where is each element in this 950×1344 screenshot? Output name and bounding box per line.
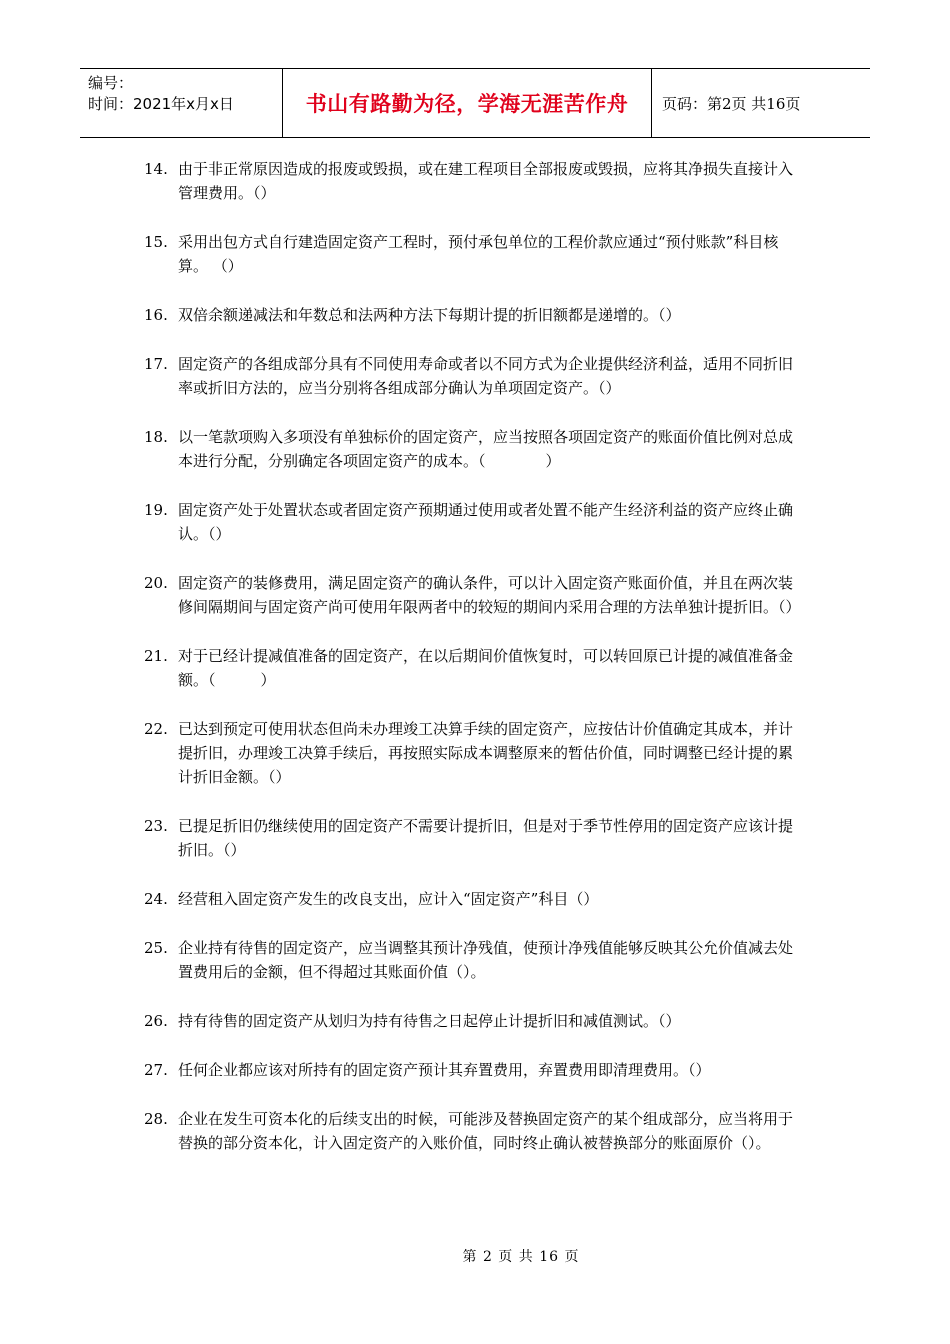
question-item <box>0 303 950 327</box>
question-text: 企业持有待售的固定资产，应当调整其预计净残值，使预计净残值能够反映其公允价值减去处置费用后的金额，但不得超过其账面价值（）。 <box>178 939 794 981</box>
question-text: 双倍余额递减法和年数总和法两种方法下每期计提的折旧额都是递增的。（） <box>178 306 681 324</box>
question-number: 26. <box>144 1012 168 1030</box>
question-list <box>0 157 950 1180</box>
question-item <box>0 571 950 619</box>
question-text: 固定资产处于处置状态或者固定资产预期通过使用或者处置不能产生经济利益的资产应终止确认。（） <box>178 501 794 543</box>
question-number: 19. <box>144 501 168 519</box>
question-item <box>0 425 950 473</box>
question-text: 任何企业都应该对所持有的固定资产预计其弃置费用，弃置费用即清理费用。（） <box>178 1061 711 1079</box>
question-number: 21. <box>144 647 168 665</box>
question-text: 持有待售的固定资产从划归为持有待售之日起停止计提折旧和减值测试。（） <box>178 1012 681 1030</box>
question-item <box>0 352 950 400</box>
question-item <box>0 936 950 984</box>
question-number: 25. <box>144 939 168 957</box>
page-header <box>80 68 870 138</box>
document-number-label: 编号： <box>88 74 134 92</box>
question-number: 14. <box>144 160 168 178</box>
question-text: 企业在发生可资本化的后续支出的时候，可能涉及替换固定资产的某个组成部分，应当将用于替换的部分资本化，计入固定资产的入账价值，同时终止确认被替换部分的账面原价（）。 <box>178 1110 794 1152</box>
question-text: 以一笔款项购入多项没有单独标价的固定资产，应当按照各项固定资产的账面价值比例对总成本进行分配，分别确定各项固定资产的成本。（ ） <box>178 428 794 470</box>
question-item <box>0 887 950 911</box>
question-number: 23. <box>144 817 168 835</box>
question-item <box>0 1107 950 1155</box>
page-footer: 第 2 页 共 16 页 <box>462 1249 580 1265</box>
question-item <box>0 498 950 546</box>
question-number: 28. <box>144 1110 168 1128</box>
question-item <box>0 717 950 789</box>
question-text: 采用出包方式自行建造固定资产工程时，预付承包单位的工程价款应通过“预付账款”科目核算。 （） <box>178 233 779 275</box>
question-text: 已提足折旧仍继续使用的固定资产不需要计提折旧，但是对于季节性停用的固定资产应该计提折旧。（） <box>178 817 794 859</box>
question-number: 16. <box>144 306 168 324</box>
question-number: 17. <box>144 355 168 373</box>
question-text: 由于非正常原因造成的报废或毁损，或在建工程项目全部报废或毁损，应将其净损失直接计入管理费用。（） <box>178 160 794 202</box>
question-text: 固定资产的各组成部分具有不同使用寿命或者以不同方式为企业提供经济利益，适用不同折旧率或折旧方法的，应当分别将各组成部分确认为单项固定资产。（） <box>178 355 794 397</box>
header-motto: 书山有路勤为径，学海无涯苦作舟 <box>282 69 652 137</box>
question-item <box>0 644 950 692</box>
question-text: 对于已经计提减值准备的固定资产，在以后期间价值恢复时，可以转回原已计提的减值准备金额。（ ） <box>178 647 794 689</box>
question-number: 18. <box>144 428 168 446</box>
document-time-label: 时间：2021年x月x日 <box>88 95 234 113</box>
question-item <box>0 814 950 862</box>
header-page-code: 页码：第2页 共16页 <box>662 94 801 113</box>
question-number: 22. <box>144 720 168 738</box>
question-number: 15. <box>144 233 168 251</box>
question-text: 已达到预定可使用状态但尚未办理竣工决算手续的固定资产，应按估计价值确定其成本，并计提折旧，办理竣工决算手续后，再按照实际成本调整原来的暂估价值，同时调整已经计提的累计折旧金额。（） <box>178 720 794 786</box>
question-number: 27. <box>144 1061 168 1079</box>
question-item <box>0 1058 950 1082</box>
question-item <box>0 1009 950 1033</box>
header-meta <box>80 69 282 137</box>
question-item <box>0 157 950 205</box>
question-item <box>0 230 950 278</box>
question-number: 24. <box>144 890 168 908</box>
question-text: 经营租入固定资产发生的改良支出，应计入“固定资产”科目（） <box>178 890 599 908</box>
question-text: 固定资产的装修费用，满足固定资产的确认条件，可以计入固定资产账面价值，并且在两次装修间隔期间与固定资产尚可使用年限两者中的较短的期间内采用合理的方法单独计提折旧。（） <box>178 574 801 616</box>
question-number: 20. <box>144 574 168 592</box>
